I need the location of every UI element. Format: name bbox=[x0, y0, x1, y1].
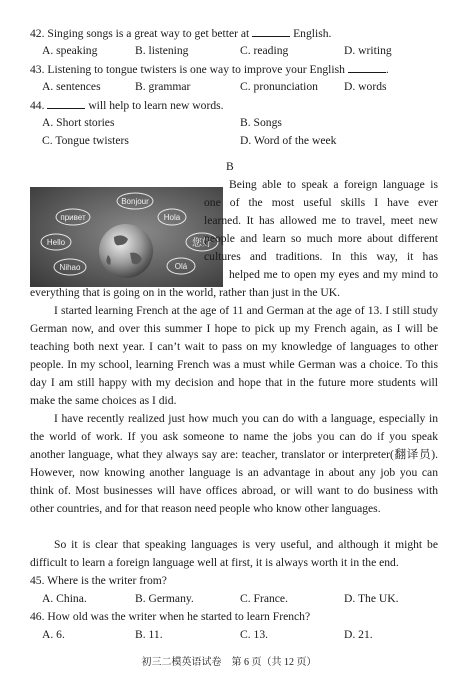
q44-stem-before: 44. bbox=[30, 99, 45, 112]
paragraph-3: I have recently realized just how much you can do with a language, especially in the world of work. If you ask someone to name the jobs you can do if you speak another language, what they always say are: teacher, translator or interpreter(翻译员). However, now knowing another language is an advantage in about any job you can think of. Most businesses will have offices abroad, or will want to do business with other countries, and for that reason need people who know other languages. bbox=[30, 412, 438, 515]
bubble-hola: Hola bbox=[163, 213, 181, 222]
question-45-stem: 45. Where is the writer from? bbox=[30, 574, 167, 587]
q43-stem-before: 43. Listening to tongue twisters is one way to improve your English bbox=[30, 63, 345, 76]
q45-option-b[interactable]: B. Germany. bbox=[135, 592, 194, 605]
paragraph-4: So it is clear that speaking languages is very useful, and although it might be difficult to learn a foreign language well at first, it is always worth it in the end. bbox=[30, 538, 438, 569]
q44-blank[interactable] bbox=[47, 96, 85, 109]
q43-stem-after: . bbox=[385, 63, 389, 76]
bubble-ninhao: 您好 bbox=[192, 238, 212, 249]
bubble-nihao: Nihao bbox=[59, 263, 81, 272]
q42-option-c[interactable]: C. reading bbox=[240, 44, 289, 57]
bubble-privet: привет bbox=[60, 213, 86, 222]
q42-option-d[interactable]: D. writing bbox=[344, 44, 392, 57]
p1-line-4: people and learn so much more about different bbox=[204, 232, 438, 245]
q44-option-b[interactable]: B. Songs bbox=[240, 116, 282, 129]
q44-option-a[interactable]: A. Short stories bbox=[42, 116, 115, 129]
p1-line-6: helped me to open my eyes and my mind to bbox=[229, 268, 438, 281]
question-46-stem: 46. How old was the writer when he started to learn French? bbox=[30, 610, 311, 623]
p1-line-5: cultures and traditions. In this way, it has bbox=[204, 250, 438, 263]
p1-line-1: Being able to speak a foreign language is bbox=[229, 178, 438, 191]
page-footer: 初三二模英语试卷 第 6 页（共 12 页） bbox=[141, 657, 317, 668]
p1-line-7: everything that is going on in the world, rather than just in the UK. bbox=[30, 286, 341, 299]
q44-option-c[interactable]: C. Tongue twisters bbox=[42, 134, 129, 147]
q45-option-d[interactable]: D. The UK. bbox=[344, 592, 399, 605]
bubble-hello: Hello bbox=[46, 238, 66, 247]
q42-blank[interactable] bbox=[252, 24, 290, 37]
bubble-ola: Olá bbox=[174, 262, 188, 271]
q42-option-b[interactable]: B. listening bbox=[135, 44, 189, 57]
bubble-bonjour: Bonjour bbox=[121, 197, 149, 206]
q46-option-d[interactable]: D. 21. bbox=[344, 628, 373, 641]
q43-option-a[interactable]: A. sentences bbox=[42, 80, 101, 93]
q43-option-b[interactable]: B. grammar bbox=[135, 80, 191, 93]
languages-globe-illustration bbox=[30, 187, 223, 287]
p1-line-2: one of the most useful skills I have ever bbox=[204, 196, 438, 209]
q43-blank[interactable] bbox=[348, 60, 386, 73]
q46-option-b[interactable]: B. 11. bbox=[135, 628, 163, 641]
question-44-stem bbox=[30, 96, 224, 115]
q46-option-c[interactable]: C. 13. bbox=[240, 628, 269, 641]
section-label: B bbox=[226, 160, 234, 173]
q42-stem-after: English. bbox=[293, 27, 332, 40]
q42-stem-before: 42. Singing songs is a great way to get better at bbox=[30, 27, 250, 40]
question-42-stem bbox=[30, 24, 331, 43]
p1-line-3: learned. It has allowed me to travel, meet new bbox=[204, 214, 438, 227]
q45-option-c[interactable]: C. France. bbox=[240, 592, 288, 605]
q46-option-a[interactable]: A. 6. bbox=[42, 628, 65, 641]
paragraph-2: I started learning French at the age of 11 and German at the age of 13. I still study German now, and over this summer I hope to pick up my French again, as I will be teaching both next year. I can’t wait to pass on my knowledge of languages to other people. In my school, learning French was a must while German was a choice. To this day I am still happy with my decision and hope that in the future more students will make the same choices as I did. bbox=[30, 304, 438, 407]
question-43-stem bbox=[30, 60, 389, 79]
q42-option-a[interactable]: A. speaking bbox=[42, 44, 98, 57]
chalkboard-globe-image bbox=[30, 187, 223, 287]
q43-option-c[interactable]: C. pronunciation bbox=[240, 80, 318, 93]
q44-stem-after: will help to learn new words. bbox=[88, 99, 224, 112]
q44-option-d[interactable]: D. Word of the week bbox=[240, 134, 337, 147]
q43-option-d[interactable]: D. words bbox=[344, 80, 387, 93]
q45-option-a[interactable]: A. China. bbox=[42, 592, 87, 605]
